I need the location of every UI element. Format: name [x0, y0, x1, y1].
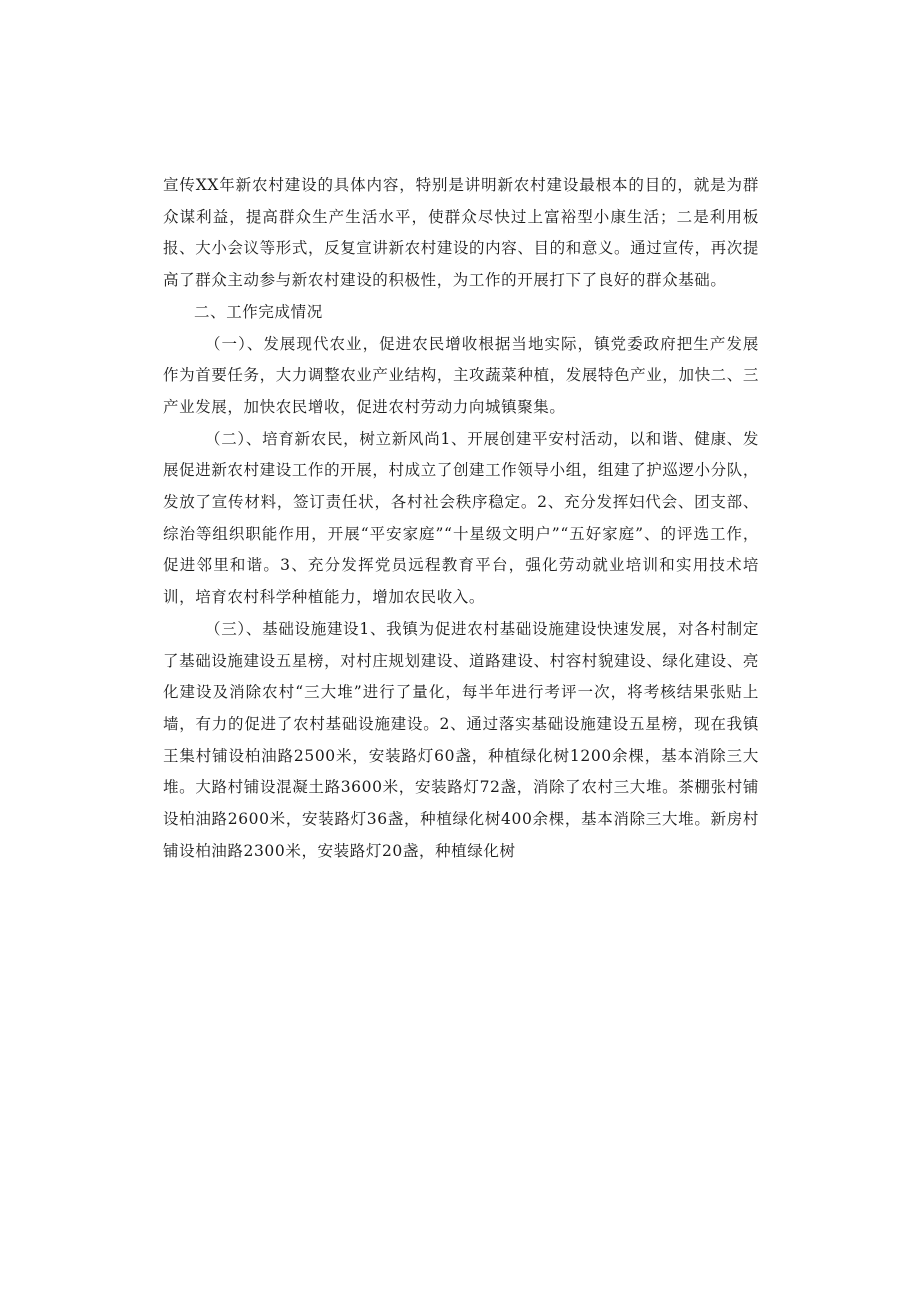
paragraph-modern-agriculture: （一）、发展现代农业，促进农民增收根据当地实际，镇党委政府把生产发展作为首要任务，大力调整农业产业结构，主攻蔬菜种植，发展特色产业，加快二、三产业发展，加快农民增收，促进农村劳动力向城镇聚集。 [163, 334, 759, 416]
paragraph-publicity-continuation: 宣传XX年新农村建设的具体内容，特别是讲明新农村建设最根本的目的，就是为群众谋利益，提高群众生产生活水平，使群众尽快过上富裕型小康生活；二是利用板报、大小会议等形式，反复宣讲新农村建设的内容、目的和意义。通过宣传，再次提高了群众主动参与新农村建设的积极性，为工作的开展打下了良好的群众基础。 [163, 176, 759, 290]
paragraph-infrastructure: （三）、基础设施建设1、我镇为促进农村基础设施建设快速发展，对各村制定了基础设施建设五星榜，对村庄规划建设、道路建设、村容村貌建设、绿化建设、亮化建设及消除农村“三大堆”进行了量化，每半年进行考评一次，将考核结果张贴上墙，有力的促进了农村基础设施建设。2、通过落实基础设施建设五星榜，现在我镇王集村铺设柏油路2500米，安装路灯60盏，种植绿化树1200余棵，基本消除三大堆。大路村铺设混凝土路3600米，安装路灯72盏，消除了农村三大堆。茶棚张村铺设柏油路2600米，安装路灯36盏，种植绿化树400余棵，基本消除三大堆。新房村铺设柏油路2300米，安装路灯20盏，种植绿化树 [163, 619, 759, 860]
paragraph-new-farmers: （二）、培育新农民，树立新风尚1、开展创建平安村活动，以和谐、健康、发展促进新农村建设工作的开展，村成立了创建工作领导小组，组建了护巡逻小分队，发放了宣传材料，签订责任状，各村社会秩序稳定。2、充分发挥妇代会、团支部、综治等组织职能作用，开展“平安家庭”“十星级文明户”“五好家庭”、的评选工作，促进邻里和谐。3、充分发挥党员远程教育平台，强化劳动就业培训和实用技术培训，培育农村科学种植能力，增加农民收入。 [163, 429, 759, 607]
document-body [163, 170, 759, 867]
section-heading-work-completion: 二、工作完成情况 [194, 302, 323, 321]
